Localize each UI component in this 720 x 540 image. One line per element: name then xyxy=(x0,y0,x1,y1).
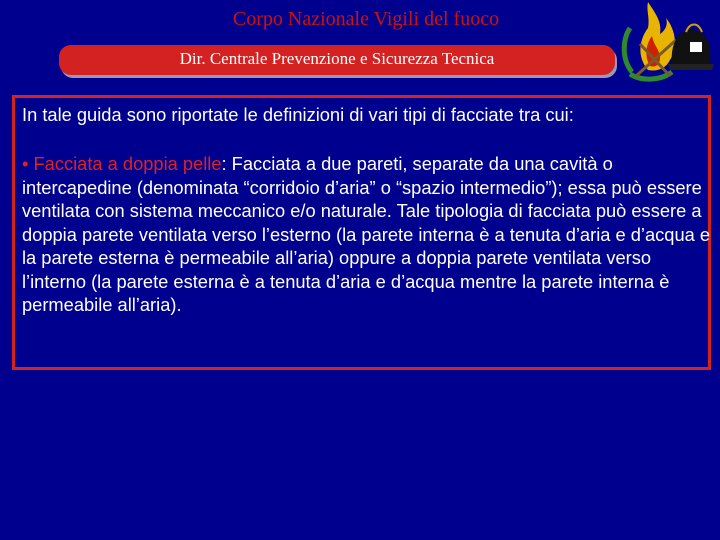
header-title: Corpo Nazionale Vigili del fuoco xyxy=(232,8,500,30)
bullet-marker: • xyxy=(22,153,34,174)
bullet-term: Facciata a doppia pelle xyxy=(33,153,222,174)
bullet-item xyxy=(22,152,714,317)
intro-text: In tale guida sono riportate le definizioni di vari tipi di facciate tra cui: xyxy=(22,104,574,125)
subtitle-text: Dir. Centrale Prevenzione e Sicurezza Tecnica xyxy=(179,49,495,68)
bullet-definition: : Facciata a due pareti, separate da una cavità o intercapedine (denominata “corridoio d’aria” o “spazio intermedio”); essa può essere ventilata con sistema meccanico e/o naturale. Tale tipologia di facciata può essere a doppia parete ventilata verso l’esterno (la parete interna è a tenuta d’aria e d’acqua e la parete esterna è permeabile all’aria) oppure a doppia parete ventilata verso l’interno (la parete esterna è a tenuta d’aria e d’acqua mentre la parete interna è permeabile all’aria). xyxy=(22,153,711,315)
vigili-del-fuoco-emblem-icon xyxy=(618,0,714,84)
